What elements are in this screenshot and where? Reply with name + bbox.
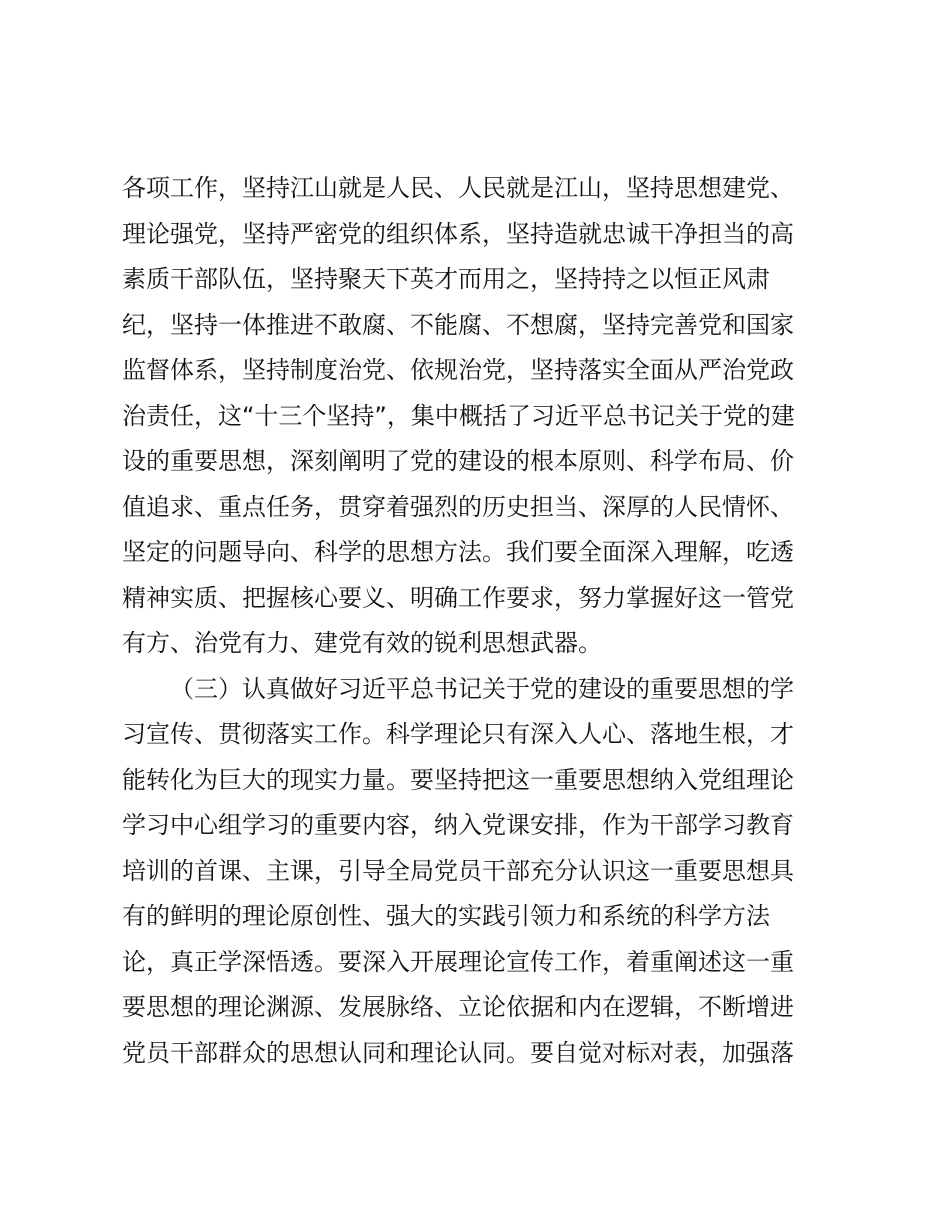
text-line: 素质干部队伍，坚持聚天下英才而用之，坚持持之以恒正风肃 — [122, 265, 770, 293]
text-line: 理论强党，坚持严密党的组织体系，坚持造就忠诚干净担当的高 — [122, 219, 794, 248]
text-line: 有方、治党有力、建党有效的锐利思想武器。 — [122, 629, 602, 657]
text-line: 要思想的理论渊源、发展脉络、立论依据和内在逻辑，不断增进 — [122, 993, 794, 1021]
text-line: 能转化为巨大的现实力量。要坚持把这一重要思想纳入党组理论 — [122, 765, 794, 794]
text-line: 精神实质、把握核心要义、明确工作要求，努力掌握好这一管党 — [122, 583, 794, 612]
text-line: 坚定的问题导向、科学的思想方法。我们要全面深入理解，吃透 — [122, 538, 794, 566]
text-line: 纪，坚持一体推进不敢腐、不能腐、不想腐，坚持完善党和国家 — [122, 310, 794, 339]
text-line: 习宣传、贯彻落实工作。科学理论只有深入人心、落地生根，才 — [122, 720, 794, 748]
text-line: 设的重要思想，深刻阐明了党的建设的根本原则、科学布局、价 — [122, 447, 794, 475]
text-line: 监督体系，坚持制度治党、依规治党，坚持落实全面从严治党政 — [122, 356, 794, 384]
text-line: 学习中心组学习的重要内容，纳入党课安排，作为干部学习教育 — [122, 811, 794, 839]
text-line: 党员干部群众的思想认同和理论认同。要自觉对标对表，加强落 — [122, 1038, 794, 1067]
text-line: 治责任，这“十三个坚持”，集中概括了习近平总书记关于党的建 — [122, 401, 795, 430]
body-text — [122, 166, 842, 1076]
text-line: 值追求、重点任务，贯穿着强烈的历史担当、深厚的人民情怀、 — [122, 492, 794, 521]
text-line: 论，真正学深悟透。要深入开展理论宣传工作，着重阐述这一重 — [122, 947, 794, 976]
text-line: 有的鲜明的理论原创性、强大的实践引领力和系统的科学方法 — [122, 902, 770, 930]
section-heading-line: （三）认真做好习近平总书记关于党的建设的重要思想的学 — [170, 674, 794, 703]
text-line: 培训的首课、主课，引导全局党员干部充分认识这一重要思想具 — [122, 856, 794, 885]
text-line: 各项工作，坚持江山就是人民、人民就是江山，坚持思想建党、 — [122, 174, 794, 202]
